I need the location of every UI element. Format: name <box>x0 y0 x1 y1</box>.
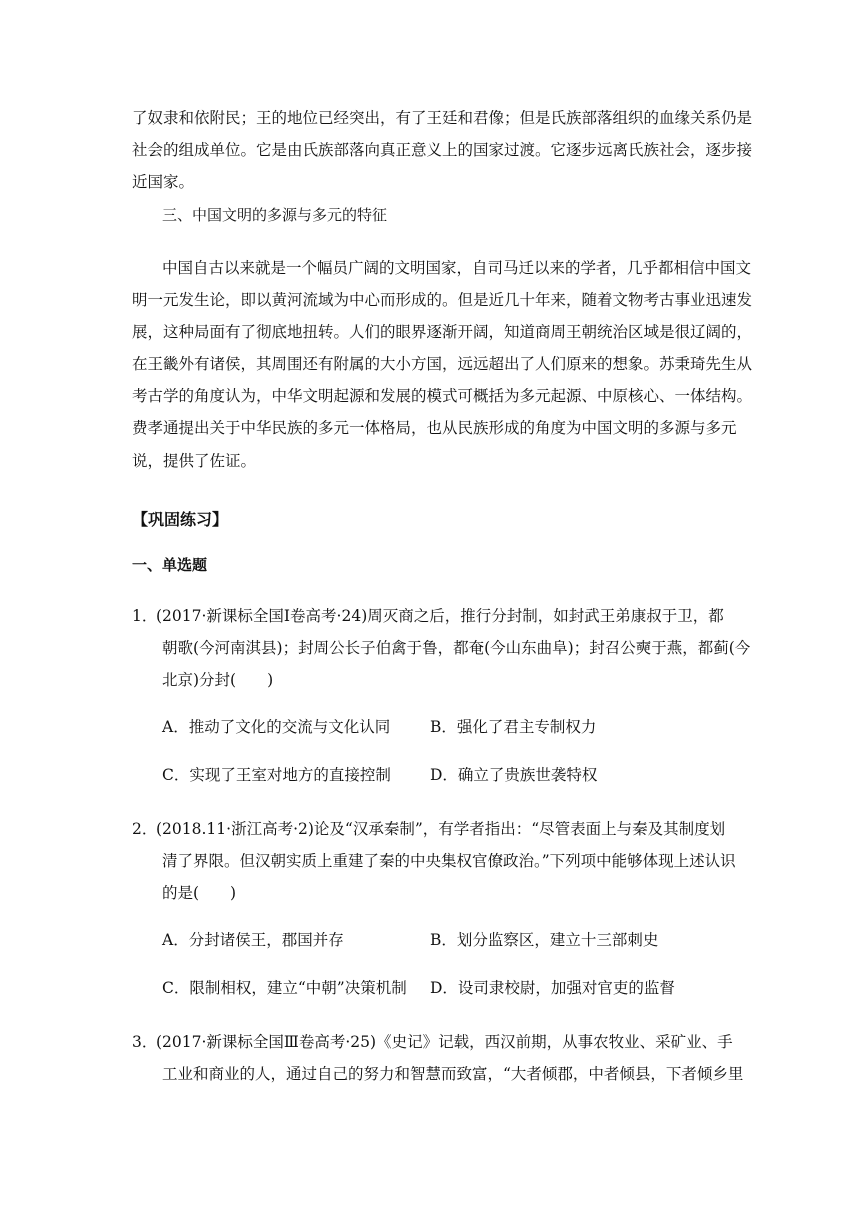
question-1-number: 1． <box>132 607 158 625</box>
paragraph-line-5: 考古学的角度认为，中华文明起源和发展的模式可概括为多元起源、中原核心、一体结构。 <box>132 387 753 405</box>
question-1-line-2: 朝歌(今河南淇县)；封周公长子伯禽于鲁，都奄(今山东曲阜)；封召公奭于燕，都蓟(今 <box>162 639 751 657</box>
intro-line-2: 社会的组成单位。它是由氏族部落向真正意义上的国家过渡。它逐步远离氏族社会，逐步接 <box>132 141 753 159</box>
question-1-option-c[interactable]: C．实现了王室对地方的直接控制 <box>162 766 391 784</box>
question-2-option-b[interactable]: B．划分监察区，建立十三部刺史 <box>430 931 659 949</box>
question-3-line-2: 工业和商业的人，通过自己的努力和智慧而致富，“大者倾郡，中者倾县，下者倾乡里 <box>162 1065 744 1083</box>
question-1-option-a[interactable]: A．推动了文化的交流与文化认同 <box>162 718 391 736</box>
paragraph-line-4: 在王畿外有诸侯，其周围还有附属的大小方国，远远超出了人们原来的想象。苏秉琦先生从 <box>132 355 753 373</box>
question-2-option-d[interactable]: D．设司隶校尉，加强对官吏的监督 <box>430 979 675 997</box>
practice-heading: 【巩固练习】 <box>132 510 229 529</box>
paragraph-line-3: 展，这种局面有了彻底地扭转。人们的眼界逐渐开阔，知道商周王朝统治区域是很辽阔的， <box>132 323 753 341</box>
question-2-number: 2． <box>132 820 158 838</box>
question-2-line-1: (2018.11·浙江高考·2)论及“汉承秦制”，有学者指出：“尽管表面上与秦及其制度划 <box>156 820 726 838</box>
intro-line-3: 近国家。 <box>132 173 195 191</box>
question-3-line-1: (2017·新课标全国Ⅲ卷高考·25)《史记》记载，西汉前期，从事农牧业、采矿业、手 <box>156 1033 733 1051</box>
question-2-option-a[interactable]: A．分封诸侯王，郡国并存 <box>162 931 344 949</box>
section-title: 三、中国文明的多源与多元的特征 <box>162 206 388 224</box>
paragraph-line-7: 说，提供了佐证。 <box>132 452 257 470</box>
single-choice-heading: 一、单选题 <box>132 556 208 574</box>
question-3-number: 3． <box>132 1033 158 1051</box>
question-2-line-3: 的是( ) <box>162 884 237 902</box>
paragraph-line-1: 中国自古以来就是一个幅员广阔的文明国家，自司马迁以来的学者，几乎都相信中国文 <box>162 259 752 277</box>
paragraph-line-2: 明一元发生论，即以黄河流域为中心而形成的。但是近几十年来，随着文物考古事业迅速发 <box>132 291 753 309</box>
paragraph-line-6: 费孝通提出关于中华民族的多元一体格局，也从民族形成的角度为中国文明的多源与多元 <box>132 419 737 437</box>
question-1-line-1: (2017·新课标全国Ⅰ卷高考·24)周灭商之后，推行分封制，如封武王弟康叔于卫，都 <box>156 607 724 625</box>
intro-line-1: 了奴隶和依附民；王的地位已经突出，有了王廷和君像；但是氏族部落组织的血缘关系仍是 <box>132 109 753 127</box>
question-1-option-d[interactable]: D．确立了贵族世袭特权 <box>430 766 598 784</box>
question-2-option-c[interactable]: C．限制相权，建立“中朝”决策机制 <box>162 979 407 997</box>
question-1-option-b[interactable]: B．强化了君主专制权力 <box>430 718 597 736</box>
question-1-line-3: 北京)分封( ) <box>162 671 274 689</box>
question-2-line-2: 清了界限。但汉朝实质上重建了秦的中央集权官僚政治。”下列项中能够体现上述认识 <box>162 852 736 870</box>
